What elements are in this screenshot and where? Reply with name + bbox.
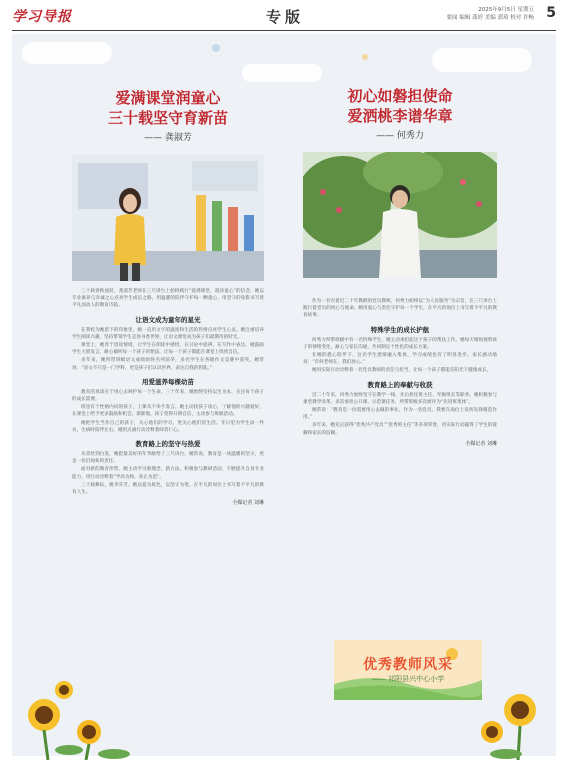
left-paragraph: 面对新的教育形势，她主动学习新理念、新方法，积极参与教研活动，不断提升自身专业能力，用行动诠释着“学高为师，身正为范”。	[72, 467, 264, 480]
teacher-photo-image	[303, 152, 497, 278]
left-title-line2: 三十载坚守育新苗	[107, 109, 228, 127]
left-paragraph: 三十载耕耘，桃李芬芳。她以爱为底色，以坚守为笔，在平凡的岗位上书写着不平凡的教育人生。	[72, 482, 264, 496]
page-header	[0, 0, 568, 36]
left-paragraph: 她把学生当作自己的孩子，关心他们的学习，更关心他们的生活。冬日里为学生添一件衣，生病时陪伴左右，她用点滴行动诠释着师者仁心。	[72, 420, 264, 433]
right-portrait-photo	[303, 152, 497, 278]
banner-title: 优秀教师风采	[363, 657, 453, 673]
left-paragraph: 从青丝到白发，她把最美好的年华献给了三尺讲台。她常说，教育是一场温暖的坚守，更是一份沉甸甸的责任。	[72, 452, 264, 465]
right-paragraph: 她常说：“教育是一份需要用心去做的事业，作为一名党员，我要在岗位上发挥先锋模范作用。”	[303, 408, 497, 421]
left-intro: 三十载春秋流转，龚淑芳老师在三尺讲台上始终践行“爱满课堂，润泽童心”的信念。她以专业素养与赤诚之心点亮学生成长之路，用温暖的陪伴守护每一颗童心，用坚守的身影书写着平凡而动人的教育诗篇。	[72, 289, 264, 309]
right-paragraph: 何秀力所带班级中有一名特殊学生，她主动承担起这个孩子的帮扶工作。她每天细致观察孩子的情绪变化，耐心与家长沟通，共同制定个性化的成长方案。	[303, 337, 497, 350]
left-title-block	[72, 88, 264, 143]
header-meta	[447, 6, 535, 22]
left-editor-credit: 全媒记者 刘琳	[232, 500, 264, 507]
left-title-line1: 爱满课堂润童心	[115, 89, 221, 107]
right-paragraph: 在她的悉心陪伴下，这名学生逐渐融入集体，学习成绩也有了明显进步。家长感动地说：“有何老师在，我们放心。”	[303, 353, 497, 366]
section-title: 专版	[265, 8, 304, 26]
left-paragraph: 课堂上，她善于创设情境，让学生在朗读中感悟，在讨论中思辨，在写作中表达。她鼓励学生大胆发言，耐心倾听每一个孩子的想法，让每一个孩子都能在课堂上找到自信。	[72, 343, 264, 356]
right-intro: 作为一名有着近二十年教龄的党员教师，何秀力始终以“为人民服务”为宗旨，在三尺讲台上践行着党员的初心与使命。她用爱心与责任守护每一个学生，在平凡的岗位上书写着不平凡的教育故事。	[303, 299, 497, 319]
header-rule	[12, 30, 556, 31]
left-subhead-1: 让语文成为童年的星光	[135, 315, 201, 324]
banner-subtitle: —— 祁阳县兴中心小学	[371, 675, 445, 683]
feature-banner	[334, 640, 482, 700]
left-body	[72, 288, 264, 506]
right-subhead-2: 教育路上的奉献与收获	[367, 380, 433, 389]
left-byline: —— 龚淑芳	[144, 133, 192, 143]
right-title-block	[303, 86, 497, 141]
header-editors: 要闻 编辑 龚婷 美编 郭琦 校对 许畅	[446, 15, 534, 21]
sunflower-decoration-right	[470, 670, 556, 760]
left-paragraph: 教育的真谛在于用心去呵护每一个生命。三十年来，她始终坚持以生为本，关注每个孩子的成长需要。	[72, 389, 264, 403]
right-byline: —— 何秀力	[376, 131, 424, 141]
left-portrait-photo	[72, 155, 264, 281]
sunflower-decoration-left	[14, 670, 164, 760]
left-paragraph: 在我校为她留下的印象里，她一直用文字的温度和生活的热情点亮学生心灵。她注重培养学生阅读兴趣，坚持带领学生走进书香世界，让语文课堂成为孩子们最期待的时光。	[72, 327, 264, 340]
teacher-photo-image	[72, 155, 264, 281]
right-title-line2: 爱洒桃李谱华章	[347, 107, 453, 125]
right-subhead-1: 特殊学生的成长护航	[370, 325, 430, 334]
page-number: 5	[546, 5, 556, 21]
right-editor-credit: 全媒记者 刘琳	[465, 440, 497, 447]
right-paragraph: 多年来，她先后获得“优秀共产党员”“优秀班主任”等多项荣誉，用实际行动赢得了学生的爱戴和家长的信赖。	[303, 423, 497, 436]
right-body	[303, 298, 497, 447]
left-subhead-2: 用爱滋养每棵幼苗	[142, 377, 194, 386]
left-paragraph: 多年来，她所带班级语文成绩始终名列前茅，多名学生在各级作文竞赛中获奖。她常说：“语文不只是一门学科，更是孩子们认识世界、表达自我的钥匙。”	[72, 358, 264, 371]
right-title-line1: 初心如磐担使命	[347, 87, 453, 105]
right-paragraph: 近二十年来，何秀力始终坚守在教学一线，先后担任班主任、年级组长等职务。她积极参与课堂教学改革，多次承担公开课、示范课任务，所带班级多次被评为“先进班集体”。	[303, 392, 497, 405]
newspaper-logo: 学习导报	[12, 9, 72, 25]
left-subhead-3: 教育路上的坚守与热爱	[135, 440, 201, 449]
header-date: 2025年9月5日 星期五	[478, 7, 534, 13]
right-paragraph: 她用实际行动诠释着一名党员教师的责任与担当，让每一个孩子都能在阳光下健康成长。	[312, 368, 492, 374]
left-paragraph: 班里有个性格内向的孩子，上课从不举手发言。她主动找孩子谈心，了解他的兴趣爱好，在课堂上给予更多鼓励和机会。渐渐地，孩子变得开朗自信，主动参与班级活动。	[72, 405, 264, 418]
